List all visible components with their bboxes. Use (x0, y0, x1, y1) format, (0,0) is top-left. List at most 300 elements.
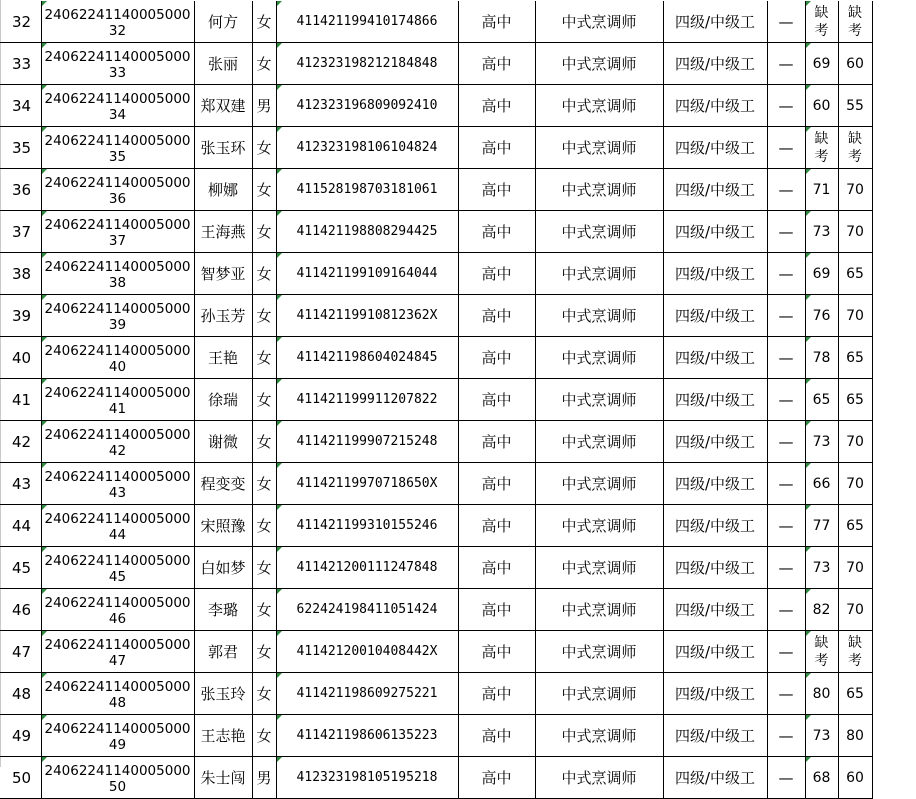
id-number-cell[interactable] (276, 589, 458, 631)
dash-text: — (778, 768, 794, 787)
id-number-cell[interactable] (276, 673, 458, 715)
theory-score-text: 69 (812, 265, 831, 282)
gender-cell[interactable] (252, 379, 276, 421)
occupation-cell[interactable] (535, 757, 663, 799)
education-cell[interactable] (458, 379, 535, 421)
name-text: 张玉环 (200, 139, 246, 157)
row-number-cell[interactable] (0, 421, 41, 463)
level-cell[interactable] (663, 757, 767, 799)
level-cell[interactable] (663, 1, 767, 43)
theory-score-cell[interactable] (805, 253, 838, 295)
dash-cell[interactable] (767, 463, 805, 505)
ticket-number-text: 2406224114000500037 (44, 216, 191, 249)
dash-cell[interactable] (767, 589, 805, 631)
dash-cell[interactable] (767, 1, 805, 43)
skill-score-cell[interactable] (838, 505, 872, 547)
theory-score-cell[interactable] (805, 43, 838, 85)
gender-cell[interactable] (252, 715, 276, 757)
skill-score-cell[interactable] (838, 673, 872, 715)
theory-score-text: 80 (812, 685, 831, 702)
row-number-text: 46 (12, 600, 32, 619)
row-number-cell[interactable] (0, 673, 41, 715)
ticket-number-cell[interactable] (41, 715, 194, 757)
gender-cell[interactable] (252, 1, 276, 43)
dash-cell[interactable] (767, 127, 805, 169)
education-cell[interactable] (458, 43, 535, 85)
id-number-cell[interactable] (276, 337, 458, 379)
dash-cell[interactable] (767, 85, 805, 127)
ticket-number-cell[interactable] (41, 295, 194, 337)
gender-cell[interactable] (252, 337, 276, 379)
table-row (0, 379, 872, 421)
occupation-cell[interactable] (535, 673, 663, 715)
level-cell[interactable] (663, 169, 767, 211)
id-number-text: 411421198609275221 (296, 686, 438, 701)
id-number-cell[interactable] (276, 211, 458, 253)
table-row (0, 253, 872, 295)
ticket-number-cell[interactable] (41, 505, 194, 547)
row-number-cell[interactable] (0, 253, 41, 295)
occupation-cell[interactable] (535, 295, 663, 337)
name-cell[interactable] (194, 757, 252, 799)
row-number-cell[interactable] (0, 463, 41, 505)
level-cell[interactable] (663, 673, 767, 715)
dash-cell[interactable] (767, 547, 805, 589)
id-number-text: 622424198411051424 (296, 602, 438, 617)
id-number-text: 411421198808294425 (296, 224, 438, 239)
gender-cell[interactable] (252, 169, 276, 211)
row-number-text: 36 (12, 180, 32, 199)
name-text: 张丽 (207, 55, 238, 73)
dash-text: — (778, 12, 794, 31)
skill-score-cell[interactable] (838, 253, 872, 295)
ticket-number-cell[interactable] (41, 757, 194, 799)
skill-score-cell[interactable] (838, 463, 872, 505)
theory-score-cell[interactable] (805, 169, 838, 211)
row-number-cell[interactable] (0, 337, 41, 379)
skill-score-cell[interactable] (838, 43, 872, 85)
dash-cell[interactable] (767, 631, 805, 673)
level-cell[interactable] (663, 211, 767, 253)
education-text: 高中 (481, 559, 512, 577)
gender-text: 女 (256, 139, 272, 157)
level-cell[interactable] (663, 253, 767, 295)
level-cell[interactable] (663, 43, 767, 85)
gender-text: 女 (256, 601, 272, 619)
row-number-cell[interactable] (0, 547, 41, 589)
skill-score-cell[interactable] (838, 1, 872, 43)
theory-score-cell[interactable] (805, 631, 838, 673)
theory-score-text: 77 (812, 517, 831, 534)
level-cell[interactable] (663, 589, 767, 631)
skill-score-cell[interactable] (838, 715, 872, 757)
occupation-cell[interactable] (535, 421, 663, 463)
level-cell[interactable] (663, 505, 767, 547)
theory-score-text: 68 (812, 769, 831, 786)
level-text: 四级/中级工 (674, 97, 756, 115)
education-cell[interactable] (458, 421, 535, 463)
gender-cell[interactable] (252, 127, 276, 169)
dash-text: — (778, 726, 794, 745)
row-number-cell[interactable] (0, 169, 41, 211)
gender-cell[interactable] (252, 421, 276, 463)
id-number-cell[interactable] (276, 169, 458, 211)
skill-score-text: 70 (846, 223, 864, 240)
id-number-cell[interactable] (276, 295, 458, 337)
occupation-text: 中式烹调师 (561, 685, 637, 703)
skill-score-cell[interactable] (838, 337, 872, 379)
ticket-number-cell[interactable] (41, 127, 194, 169)
education-cell[interactable] (458, 253, 535, 295)
level-cell[interactable] (663, 295, 767, 337)
theory-score-cell[interactable] (805, 337, 838, 379)
dash-cell[interactable] (767, 43, 805, 85)
name-cell[interactable] (194, 631, 252, 673)
ticket-number-cell[interactable] (41, 85, 194, 127)
occupation-cell[interactable] (535, 463, 663, 505)
theory-score-text: 60 (812, 97, 831, 114)
theory-score-cell[interactable] (805, 127, 838, 169)
occupation-text: 中式烹调师 (561, 223, 637, 241)
theory-score-cell[interactable] (805, 379, 838, 421)
education-cell[interactable] (458, 715, 535, 757)
id-number-cell[interactable] (276, 127, 458, 169)
occupation-text: 中式烹调师 (561, 55, 637, 73)
ticket-number-cell[interactable] (41, 253, 194, 295)
row-number-text: 50 (12, 768, 32, 787)
gender-text: 女 (256, 307, 272, 325)
occupation-cell[interactable] (535, 631, 663, 673)
id-number-text: 411421200111247848 (296, 560, 438, 575)
ticket-number-text: 2406224114000500042 (44, 426, 191, 459)
gender-cell[interactable] (252, 463, 276, 505)
level-cell[interactable] (663, 631, 767, 673)
gender-cell[interactable] (252, 253, 276, 295)
level-text: 四级/中级工 (674, 433, 756, 451)
id-number-text: 411421199109164044 (296, 266, 438, 281)
occupation-cell[interactable] (535, 85, 663, 127)
ticket-number-cell[interactable] (41, 589, 194, 631)
theory-score-cell[interactable] (805, 211, 838, 253)
ticket-number-cell[interactable] (41, 43, 194, 85)
education-cell[interactable] (458, 85, 535, 127)
skill-score-text: 70 (846, 307, 864, 324)
education-text: 高中 (481, 13, 512, 31)
theory-score-cell[interactable] (805, 757, 838, 799)
skill-score-cell[interactable] (838, 379, 872, 421)
theory-score-text: 66 (812, 475, 831, 492)
occupation-cell[interactable] (535, 505, 663, 547)
theory-score-cell[interactable] (805, 463, 838, 505)
theory-score-text: 73 (812, 223, 831, 240)
dash-cell[interactable] (767, 757, 805, 799)
row-number-text: 44 (12, 516, 32, 535)
name-cell[interactable] (194, 127, 252, 169)
skill-score-text: 65 (846, 391, 864, 408)
table-row (0, 295, 872, 337)
dash-cell[interactable] (767, 337, 805, 379)
level-text: 四级/中级工 (674, 181, 756, 199)
theory-score-cell[interactable] (805, 505, 838, 547)
occupation-cell[interactable] (535, 337, 663, 379)
dash-text: — (778, 432, 794, 451)
row-number-cell[interactable] (0, 1, 41, 43)
occupation-text: 中式烹调师 (561, 307, 637, 325)
id-number-text: 412323198212184848 (296, 56, 438, 71)
education-cell[interactable] (458, 211, 535, 253)
dash-text: — (778, 474, 794, 493)
education-cell[interactable] (458, 295, 535, 337)
name-cell[interactable] (194, 211, 252, 253)
name-cell[interactable] (194, 463, 252, 505)
gender-text: 男 (256, 97, 272, 115)
row-number-cell[interactable] (0, 379, 41, 421)
gender-cell[interactable] (252, 631, 276, 673)
row-number-cell[interactable] (0, 631, 41, 673)
education-text: 高中 (481, 97, 512, 115)
name-cell[interactable] (194, 1, 252, 43)
id-number-cell[interactable] (276, 379, 458, 421)
row-number-text: 38 (12, 264, 32, 283)
gender-text: 女 (256, 433, 272, 451)
ticket-number-cell[interactable] (41, 673, 194, 715)
id-number-cell[interactable] (276, 547, 458, 589)
name-cell[interactable] (194, 379, 252, 421)
occupation-text: 中式烹调师 (561, 349, 637, 367)
level-cell[interactable] (663, 715, 767, 757)
education-text: 高中 (481, 181, 512, 199)
occupation-cell[interactable] (535, 589, 663, 631)
gender-cell[interactable] (252, 295, 276, 337)
level-cell[interactable] (663, 379, 767, 421)
occupation-cell[interactable] (535, 253, 663, 295)
skill-score-text: 55 (846, 97, 864, 114)
level-cell[interactable] (663, 463, 767, 505)
skill-score-cell[interactable] (838, 757, 872, 799)
ticket-number-cell[interactable] (41, 379, 194, 421)
level-text: 四级/中级工 (674, 139, 756, 157)
ticket-number-cell[interactable] (41, 169, 194, 211)
row-number-cell[interactable] (0, 757, 41, 799)
level-cell[interactable] (663, 85, 767, 127)
education-text: 高中 (481, 601, 512, 619)
skill-score-cell[interactable] (838, 127, 872, 169)
gender-cell[interactable] (252, 673, 276, 715)
row-number-cell[interactable] (0, 211, 41, 253)
ticket-number-cell[interactable] (41, 463, 194, 505)
theory-score-cell[interactable] (805, 547, 838, 589)
table-row (0, 547, 872, 589)
id-number-cell[interactable] (276, 757, 458, 799)
education-cell[interactable] (458, 673, 535, 715)
row-number-text: 49 (12, 726, 32, 745)
name-text: 徐瑞 (207, 391, 238, 409)
dash-cell[interactable] (767, 379, 805, 421)
table-row (0, 673, 872, 715)
skill-score-text: 65 (846, 685, 864, 702)
name-cell[interactable] (194, 169, 252, 211)
education-text: 高中 (481, 265, 512, 283)
occupation-cell[interactable] (535, 1, 663, 43)
gender-cell[interactable] (252, 547, 276, 589)
ticket-number-text: 2406224114000500049 (44, 720, 191, 753)
education-cell[interactable] (458, 169, 535, 211)
dash-cell[interactable] (767, 295, 805, 337)
gender-cell[interactable] (252, 85, 276, 127)
ticket-number-text: 2406224114000500038 (44, 258, 191, 291)
skill-score-cell[interactable] (838, 85, 872, 127)
id-number-cell[interactable] (276, 421, 458, 463)
skill-score-cell[interactable] (838, 295, 872, 337)
education-cell[interactable] (458, 127, 535, 169)
theory-score-text: 缺考 (814, 130, 829, 165)
skill-score-cell[interactable] (838, 589, 872, 631)
ticket-number-text: 2406224114000500032 (44, 6, 191, 39)
skill-score-cell[interactable] (838, 631, 872, 673)
ticket-number-cell[interactable] (41, 211, 194, 253)
name-cell[interactable] (194, 715, 252, 757)
education-cell[interactable] (458, 463, 535, 505)
ticket-number-cell[interactable] (41, 631, 194, 673)
name-cell[interactable] (194, 673, 252, 715)
level-cell[interactable] (663, 547, 767, 589)
row-number-cell[interactable] (0, 85, 41, 127)
row-number-cell[interactable] (0, 295, 41, 337)
ticket-number-cell[interactable] (41, 421, 194, 463)
ticket-number-text: 2406224114000500044 (44, 510, 191, 543)
skill-score-cell[interactable] (838, 547, 872, 589)
id-number-cell[interactable] (276, 85, 458, 127)
theory-score-cell[interactable] (805, 421, 838, 463)
name-cell[interactable] (194, 295, 252, 337)
dash-cell[interactable] (767, 421, 805, 463)
theory-score-text: 82 (812, 601, 831, 618)
name-cell[interactable] (194, 85, 252, 127)
id-number-cell[interactable] (276, 631, 458, 673)
gender-text: 女 (256, 475, 272, 493)
dash-cell[interactable] (767, 715, 805, 757)
id-number-cell[interactable] (276, 1, 458, 43)
table-row (0, 43, 872, 85)
occupation-cell[interactable] (535, 169, 663, 211)
skill-score-cell[interactable] (838, 211, 872, 253)
education-cell[interactable] (458, 505, 535, 547)
education-cell[interactable] (458, 1, 535, 43)
theory-score-text: 69 (812, 55, 831, 72)
ticket-number-text: 2406224114000500043 (44, 468, 191, 501)
id-number-cell[interactable] (276, 43, 458, 85)
occupation-cell[interactable] (535, 547, 663, 589)
level-cell[interactable] (663, 127, 767, 169)
level-cell[interactable] (663, 337, 767, 379)
skill-score-text: 60 (846, 769, 864, 786)
dash-cell[interactable] (767, 169, 805, 211)
id-number-text: 411421199410174866 (296, 14, 438, 29)
row-number-text: 45 (12, 558, 32, 577)
dash-text: — (778, 180, 794, 199)
name-cell[interactable] (194, 421, 252, 463)
dash-cell[interactable] (767, 673, 805, 715)
id-number-text: 411421199907215248 (296, 434, 438, 449)
name-text: 何方 (207, 13, 238, 31)
dash-cell[interactable] (767, 211, 805, 253)
row-number-cell[interactable] (0, 589, 41, 631)
name-cell[interactable] (194, 43, 252, 85)
theory-score-cell[interactable] (805, 589, 838, 631)
table-row (0, 169, 872, 211)
name-cell[interactable] (194, 337, 252, 379)
id-number-cell[interactable] (276, 715, 458, 757)
education-cell[interactable] (458, 337, 535, 379)
occupation-cell[interactable] (535, 127, 663, 169)
level-text: 四级/中级工 (674, 349, 756, 367)
education-text: 高中 (481, 517, 512, 535)
skill-score-text: 70 (846, 181, 864, 198)
level-text: 四级/中级工 (674, 559, 756, 577)
row-number-cell[interactable] (0, 43, 41, 85)
occupation-text: 中式烹调师 (561, 643, 637, 661)
level-text: 四级/中级工 (674, 391, 756, 409)
education-cell[interactable] (458, 589, 535, 631)
gender-cell[interactable] (252, 505, 276, 547)
id-number-cell[interactable] (276, 253, 458, 295)
id-number-cell[interactable] (276, 505, 458, 547)
theory-score-cell[interactable] (805, 295, 838, 337)
theory-score-cell[interactable] (805, 1, 838, 43)
name-cell[interactable] (194, 547, 252, 589)
skill-score-cell[interactable] (838, 421, 872, 463)
education-cell[interactable] (458, 547, 535, 589)
ticket-number-cell[interactable] (41, 1, 194, 43)
level-text: 四级/中级工 (674, 685, 756, 703)
occupation-cell[interactable] (535, 715, 663, 757)
education-text: 高中 (481, 685, 512, 703)
table-row (0, 421, 872, 463)
name-cell[interactable] (194, 589, 252, 631)
skill-score-cell[interactable] (838, 169, 872, 211)
theory-score-cell[interactable] (805, 85, 838, 127)
dash-text: — (778, 54, 794, 73)
gender-cell[interactable] (252, 43, 276, 85)
education-cell[interactable] (458, 757, 535, 799)
education-text: 高中 (481, 55, 512, 73)
name-cell[interactable] (194, 505, 252, 547)
exam-results-table (0, 1, 873, 799)
gender-text: 女 (256, 643, 272, 661)
theory-score-cell[interactable] (805, 673, 838, 715)
dash-cell[interactable] (767, 253, 805, 295)
id-number-cell[interactable] (276, 463, 458, 505)
dash-cell[interactable] (767, 505, 805, 547)
row-number-cell[interactable] (0, 715, 41, 757)
name-cell[interactable] (194, 253, 252, 295)
gender-cell[interactable] (252, 589, 276, 631)
occupation-cell[interactable] (535, 211, 663, 253)
row-number-text: 33 (12, 54, 32, 73)
ticket-number-cell[interactable] (41, 337, 194, 379)
level-cell[interactable] (663, 421, 767, 463)
occupation-cell[interactable] (535, 379, 663, 421)
theory-score-text: 65 (812, 391, 831, 408)
gender-cell[interactable] (252, 211, 276, 253)
row-number-cell[interactable] (0, 505, 41, 547)
education-cell[interactable] (458, 631, 535, 673)
ticket-number-cell[interactable] (41, 547, 194, 589)
theory-score-cell[interactable] (805, 715, 838, 757)
gender-cell[interactable] (252, 757, 276, 799)
row-number-cell[interactable] (0, 127, 41, 169)
occupation-cell[interactable] (535, 43, 663, 85)
